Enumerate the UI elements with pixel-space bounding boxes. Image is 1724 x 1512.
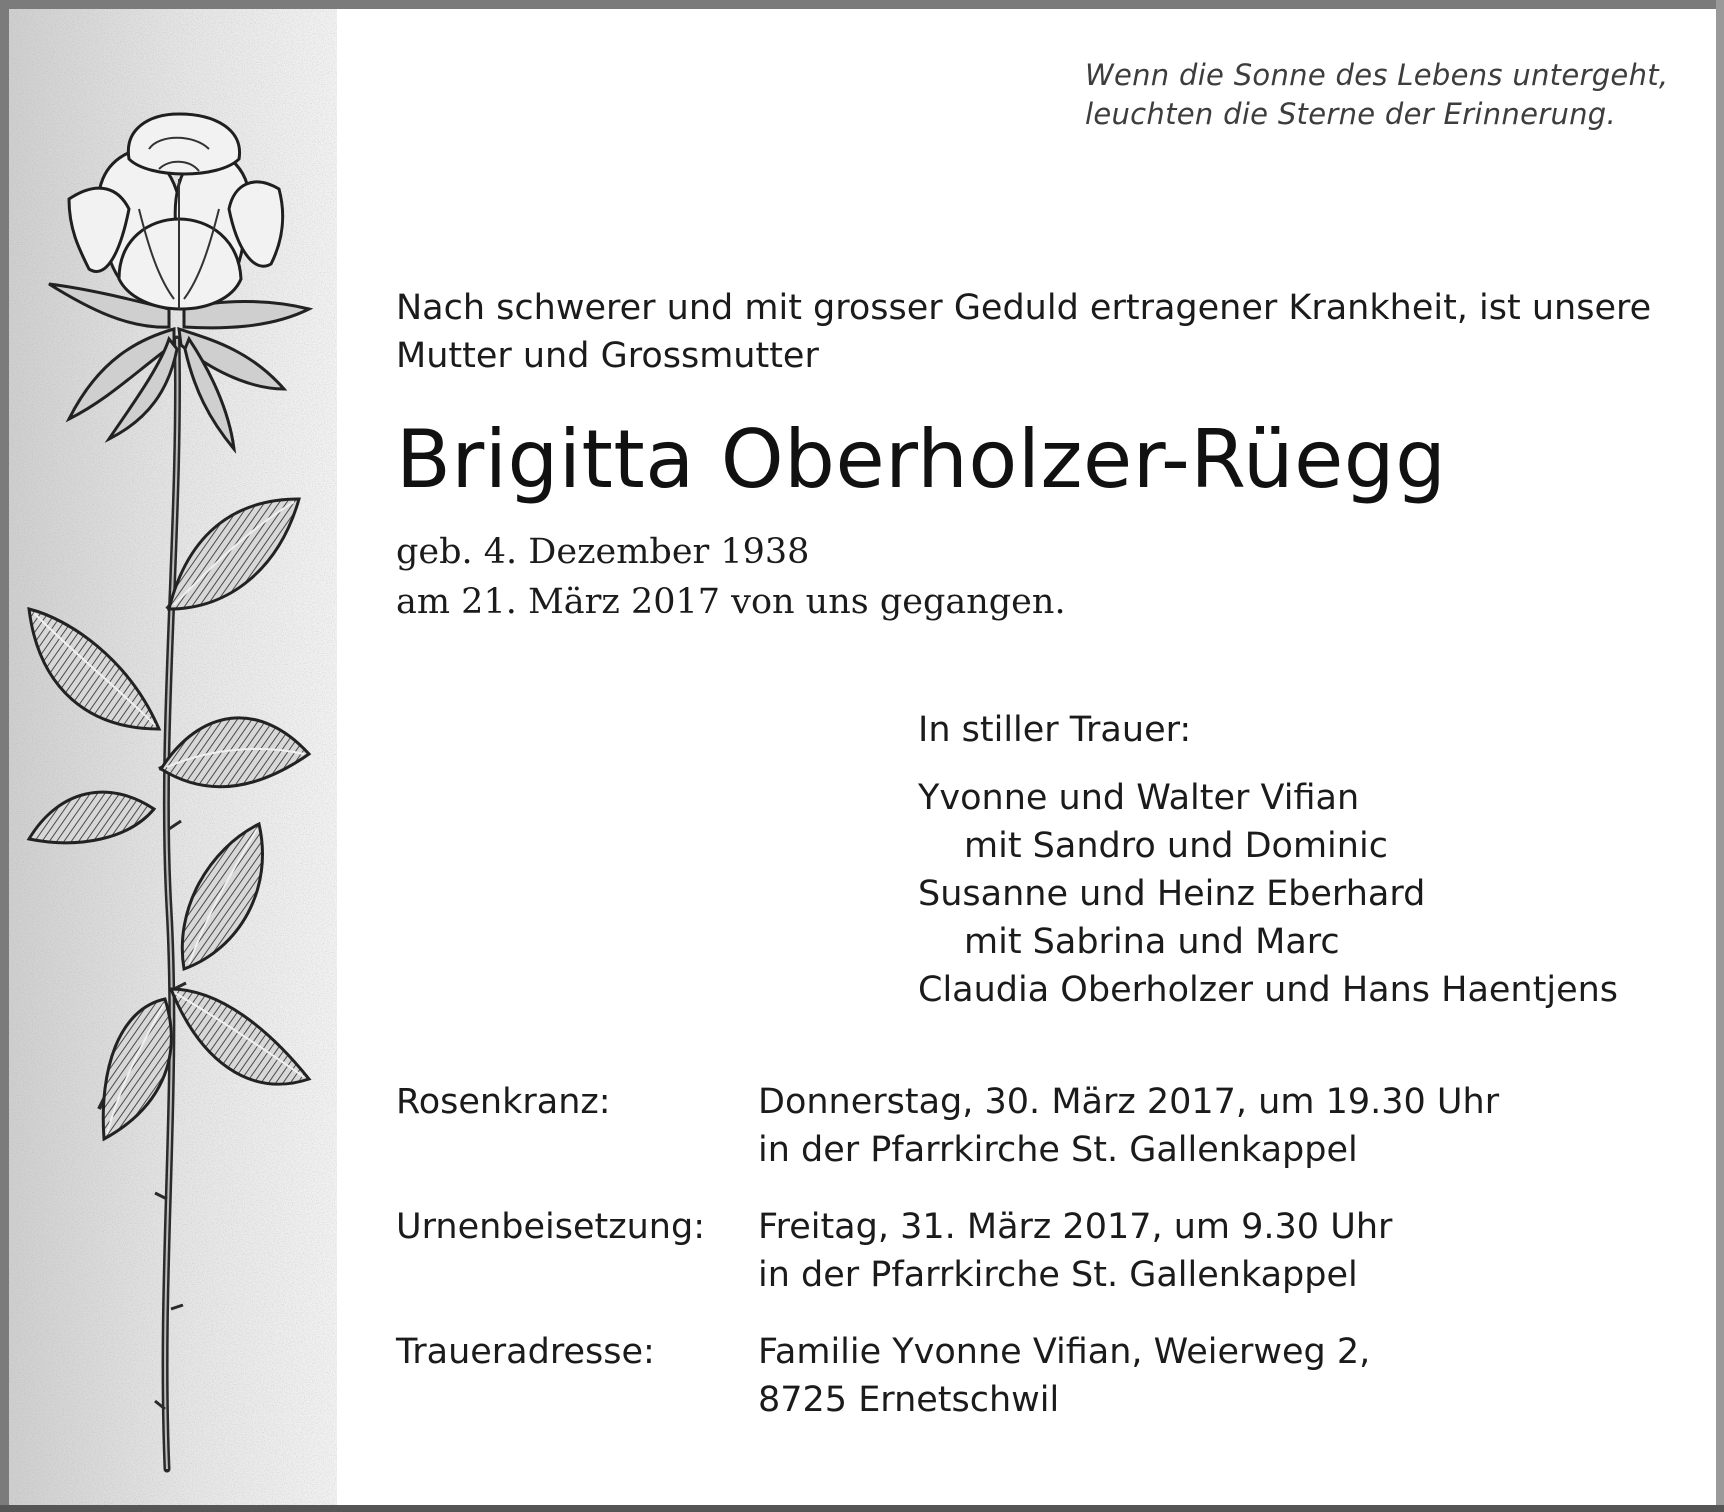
event-label: Urnenbeisetzung: <box>396 1207 706 1247</box>
mourner-line: Claudia Oberholzer und Hans Haentjens <box>918 970 1619 1010</box>
death-date: am 21. März 2017 von uns gegangen. <box>396 582 1066 622</box>
event-detail-line-1: Freitag, 31. März 2017, um 9.30 Uhr <box>758 1207 1393 1247</box>
motto-line-1: Wenn die Sonne des Lebens untergeht, <box>1085 58 1669 92</box>
intro-text <box>396 284 1686 380</box>
event-detail <box>758 1078 1499 1174</box>
deceased-name: Brigitta Oberholzer-Rüegg <box>396 413 1447 506</box>
mourners-heading: In stiller Trauer: <box>918 710 1192 750</box>
mourner-line: Susanne und Heinz Eberhard <box>918 874 1426 914</box>
frame-bottom-border <box>0 1505 1724 1512</box>
frame-left-border <box>0 0 9 1512</box>
intro-line-2: Mutter und Grossmutter <box>396 336 819 376</box>
event-detail-line-2: in der Pfarrkirche St. Gallenkappel <box>758 1130 1358 1170</box>
event-detail-line-2: 8725 Ernetschwil <box>758 1380 1060 1420</box>
motto-line-2: leuchten die Sterne der Erinnerung. <box>1085 97 1617 131</box>
intro-line-1: Nach schwerer und mit grosser Geduld ertragener Krankheit, ist unsere <box>396 288 1652 328</box>
event-detail-line-2: in der Pfarrkirche St. Gallenkappel <box>758 1255 1358 1295</box>
frame-right-border <box>1716 0 1724 1512</box>
rose-illustration-panel <box>9 9 337 1505</box>
birth-date: geb. 4. Dezember 1938 <box>396 532 810 572</box>
event-detail <box>758 1328 1370 1424</box>
mourners-block <box>918 706 1618 1014</box>
frame-top-border <box>0 0 1724 9</box>
event-label: Rosenkranz: <box>396 1082 611 1122</box>
rose-icon <box>9 9 337 1505</box>
mourner-line: mit Sandro und Dominic <box>964 826 1388 866</box>
motto-quote <box>1085 56 1685 134</box>
event-detail-line-1: Familie Yvonne Vifian, Weierweg 2, <box>758 1332 1371 1372</box>
event-label: Traueradresse: <box>396 1332 655 1372</box>
event-detail <box>758 1203 1392 1299</box>
mourner-line: mit Sabrina und Marc <box>964 922 1340 962</box>
life-dates <box>396 527 1066 627</box>
mourner-line: Yvonne und Walter Vifian <box>918 778 1360 818</box>
event-detail-line-1: Donnerstag, 30. März 2017, um 19.30 Uhr <box>758 1082 1500 1122</box>
